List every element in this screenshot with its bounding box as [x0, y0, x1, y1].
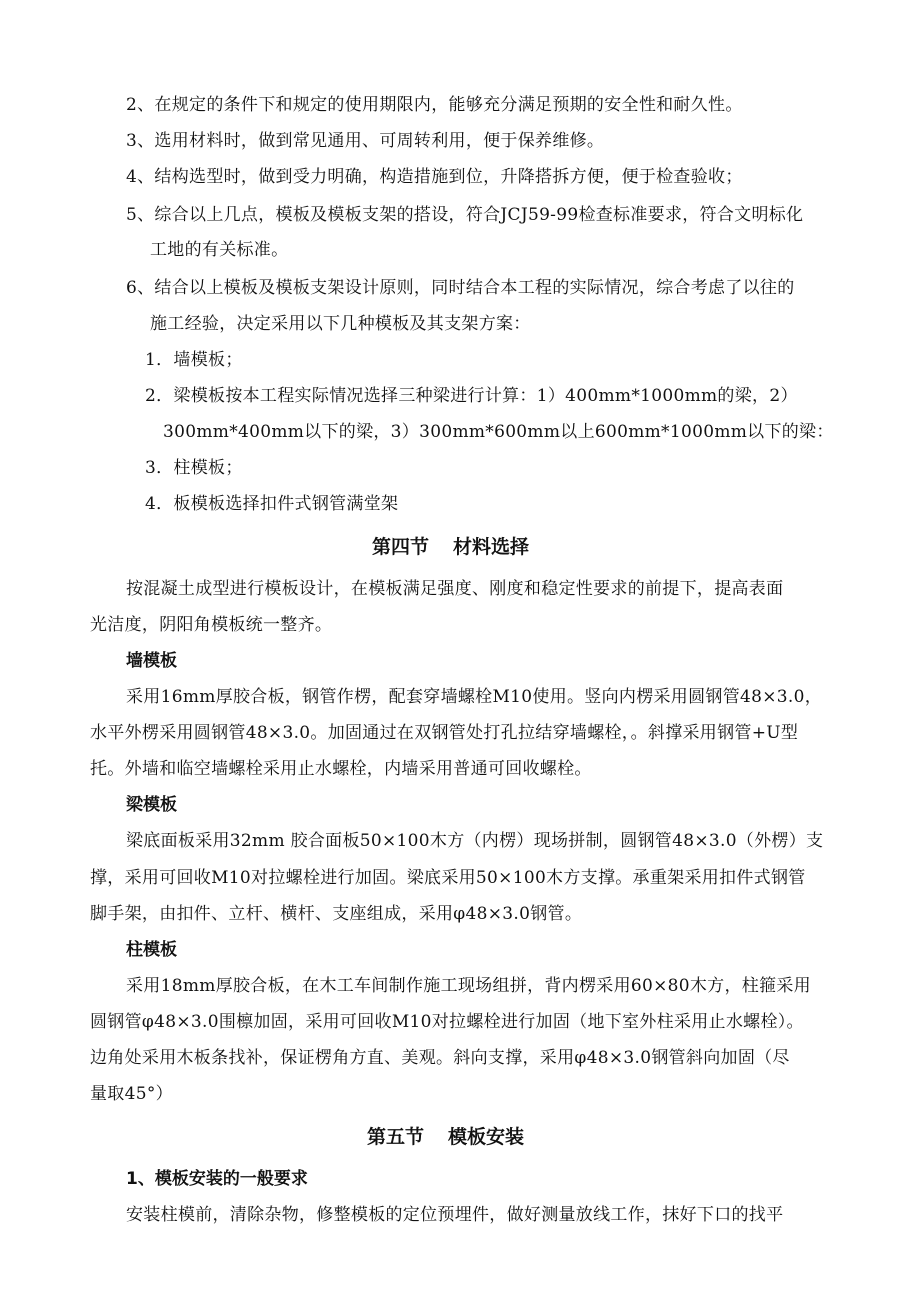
section-5-line-1: 安装柱模前，清除杂物，修整模板的定位预埋件，做好测量放线工作，抹好下口的找平 [126, 1205, 784, 1225]
principle-item-4: 4、结构选型时，做到受力明确，构造措施到位，升降搭拆方便，便于检查验收； [126, 167, 743, 187]
column-formwork-title: 柱模板 [126, 940, 177, 960]
column-formwork-line-2: 圆钢管φ48×3.0围檩加固，采用可回收M10对拉螺栓进行加固（地下室外柱采用止水螺栓）。 [90, 1012, 804, 1032]
beam-formwork-line-1: 梁底面板采用32mm 胶合面板50×100木方（内楞）现场拼制，圆钢管48×3.0（外楞）支 [126, 831, 824, 851]
principle-item-2: 2、在规定的条件下和规定的使用期限内，能够充分满足预期的安全性和耐久性。 [126, 95, 743, 115]
section-5-subtitle: 1、模板安装的一般要求 [126, 1169, 308, 1189]
section-4-heading [372, 534, 529, 560]
section-4-intro-line-2: 光洁度，阴阳角模板统一整齐。 [90, 615, 333, 635]
column-formwork-line-3: 边角处采用木板条找补，保证楞角方直、美观。斜向支撑，采用φ48×3.0钢管斜向加固（尽 [90, 1048, 790, 1068]
wall-formwork-line-2: 水平外楞采用圆钢管48×3.0。加固通过在双钢管处打孔拉结穿墙螺栓，。斜撑采用钢管+U型 [90, 723, 799, 743]
beam-formwork-line-2: 撑，采用可回收M10对拉螺栓进行加固。梁底采用50×100木方支撑。承重架采用扣件式钢管 [90, 868, 806, 888]
wall-formwork-line-1: 采用16mm厚胶合板，钢管作楞，配套穿墙螺栓M10使用。竖向内楞采用圆钢管48×3.0， [126, 687, 823, 707]
section-5-number: 第五节 [367, 1126, 425, 1148]
scheme-item-3: 3．柱模板； [145, 458, 243, 478]
scheme-item-1: 1．墙模板； [145, 350, 243, 370]
section-4-number: 第四节 [372, 536, 430, 558]
principle-item-6-line-1: 6、结合以上模板及模板支架设计原则，同时结合本工程的实际情况，综合考虑了以往的 [126, 278, 795, 298]
wall-formwork-title: 墙模板 [126, 651, 177, 671]
beam-formwork-title: 梁模板 [126, 795, 177, 815]
scheme-item-4: 4．板模板选择扣件式钢管满堂架 [145, 494, 399, 514]
column-formwork-line-1: 采用18mm厚胶合板，在木工车间制作施工现场组拼，背内楞采用60×80木方，柱箍采用 [126, 976, 811, 996]
section-5-heading [367, 1124, 524, 1150]
column-formwork-line-4: 量取45°） [90, 1084, 173, 1104]
principle-item-5-line-2: 工地的有关标准。 [150, 240, 289, 260]
section-4-intro-line-1: 按混凝土成型进行模板设计，在模板满足强度、刚度和稳定性要求的前提下，提高表面 [126, 579, 784, 599]
section-4-title: 材料选择 [453, 536, 530, 558]
section-5-title: 模板安装 [448, 1126, 525, 1148]
principle-item-5-line-1: 5、综合以上几点，模板及模板支架的搭设，符合JCJ59-99检查标准要求，符合文明标化 [126, 205, 804, 225]
principle-item-6-line-2: 施工经验，决定采用以下几种模板及其支架方案： [150, 314, 531, 334]
scheme-item-2-line-2: 300mm*400mm以下的梁，3）300mm*600mm以上600mm*1000mm以下的梁： [163, 422, 834, 442]
wall-formwork-line-3: 托。外墙和临空墙螺栓采用止水螺栓，内墙采用普通可回收螺栓。 [90, 759, 592, 779]
beam-formwork-line-3: 脚手架，由扣件、立杆、横杆、支座组成，采用φ48×3.0钢管。 [90, 904, 583, 924]
principle-item-3: 3、选用材料时，做到常见通用、可周转利用，便于保养维修。 [126, 131, 605, 151]
scheme-item-2-line-1: 2．梁模板按本工程实际情况选择三种梁进行计算：1）400mm*1000mm的梁，2） [145, 386, 798, 406]
